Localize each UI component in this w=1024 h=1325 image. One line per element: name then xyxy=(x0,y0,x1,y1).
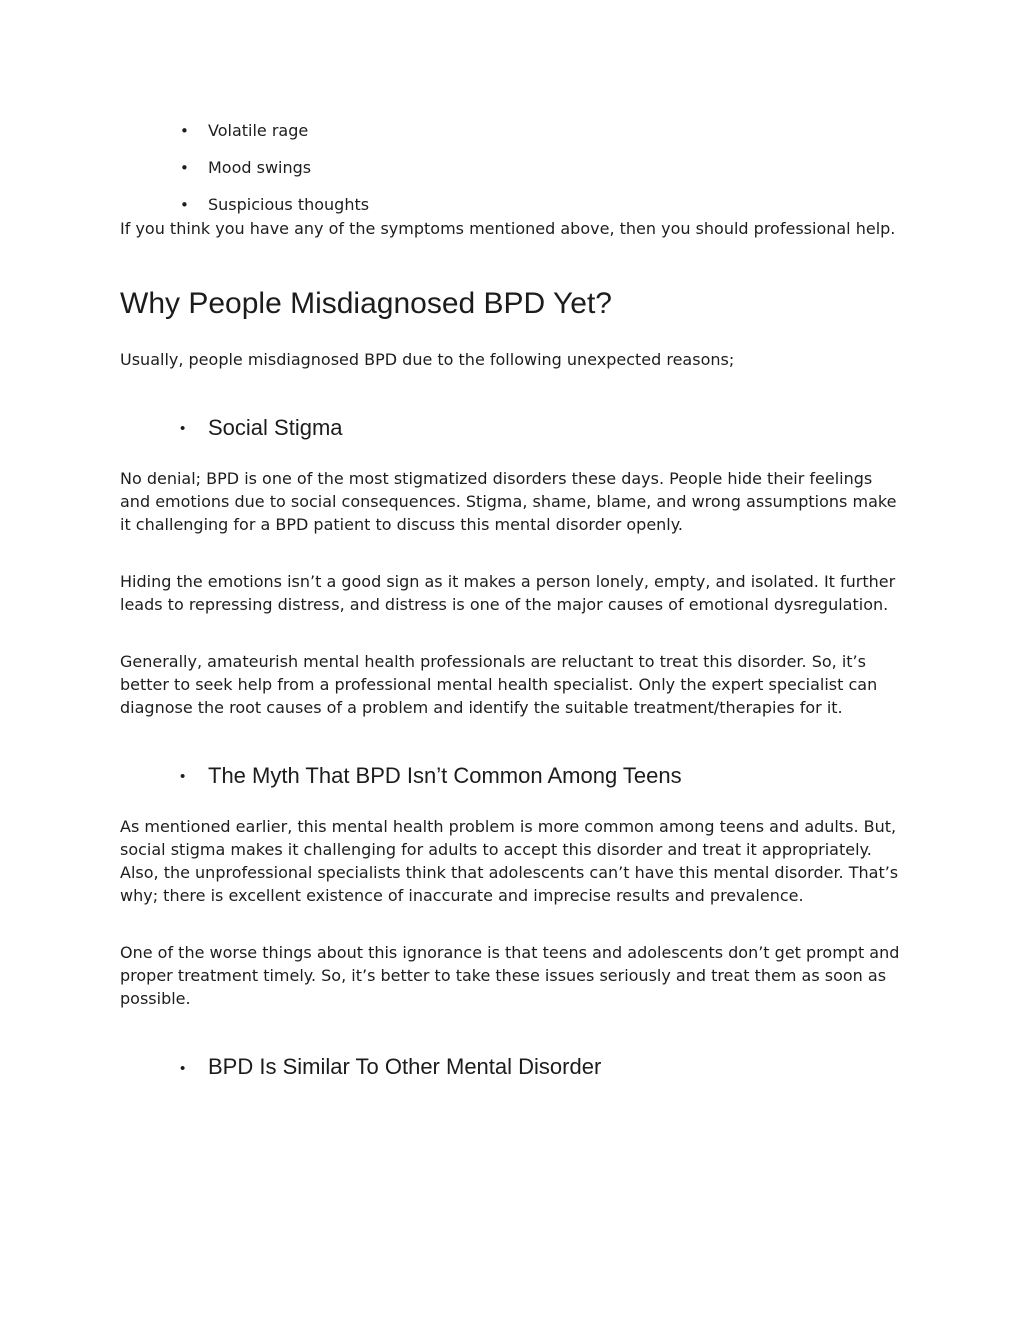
intro-paragraph: If you think you have any of the symptoms mentioned above, then you should professional help. xyxy=(120,219,896,238)
list-item-label: Mood swings xyxy=(208,158,312,177)
section-heading xyxy=(120,762,904,791)
section-bpd-similar xyxy=(120,1053,904,1082)
section-myth-teens xyxy=(120,762,904,1010)
body-paragraph: As mentioned earlier, this mental health problem is more common among teens and adults. But, social stigma makes it challenging for adults to accept this disorder and treat it appropriately. Also, the unprofessional specialists think that adolescents can’t have this mental disorder. That’s why; there is excellent existence of inaccurate and imprecise results and prevalence. xyxy=(120,817,899,906)
body-paragraph: No denial; BPD is one of the most stigmatized disorders these days. People hide their feelings and emotions due to social consequences. Stigma, shame, blame, and wrong assumptions make it challenging for a BPD patient to discuss this mental disorder openly. xyxy=(120,469,897,535)
list-item xyxy=(120,193,904,217)
body-paragraph: One of the worse things about this ignorance is that teens and adolescents don’t get prompt and proper treatment timely. So, it’s better to take these issues seriously and treat them as soon as possible. xyxy=(120,943,900,1009)
list-item-label: Volatile rage xyxy=(208,121,309,140)
lead-paragraph: Usually, people misdiagnosed BPD due to the following unexpected reasons; xyxy=(120,350,735,369)
list-item xyxy=(120,119,904,143)
list-item xyxy=(120,156,904,180)
symptom-bullet-list xyxy=(120,119,904,217)
section-social-stigma xyxy=(120,414,904,719)
section-heading-label: The Myth That BPD Isn’t Common Among Teens xyxy=(208,763,682,789)
bullet-icon: • xyxy=(180,196,189,214)
section-heading-label: Social Stigma xyxy=(208,415,343,440)
section-heading-label: BPD Is Similar To Other Mental Disorder xyxy=(208,1054,602,1080)
bullet-icon: • xyxy=(180,1059,186,1077)
section-heading xyxy=(120,1053,904,1082)
section-body xyxy=(120,815,904,1010)
page-title: Why People Misdiagnosed BPD Yet? xyxy=(120,287,612,320)
bullet-icon: • xyxy=(180,159,189,177)
list-item-label: Suspicious thoughts xyxy=(208,195,370,214)
bullet-icon: • xyxy=(180,122,189,140)
section-heading xyxy=(120,414,904,443)
section-body xyxy=(120,467,904,719)
body-paragraph: Hiding the emotions isn’t a good sign as it makes a person lonely, empty, and isolated. It further leads to repressing distress, and distress is one of the major causes of emotional dysregulation. xyxy=(120,572,896,615)
bullet-icon: • xyxy=(180,420,186,438)
body-paragraph: Generally, amateurish mental health professionals are reluctant to treat this disorder. So, it’s better to seek help from a professional mental health specialist. Only the expert specialist can diagnose the root causes of a problem and identify the suitable treatment/therapies for it. xyxy=(120,652,878,718)
bullet-icon: • xyxy=(180,768,186,786)
